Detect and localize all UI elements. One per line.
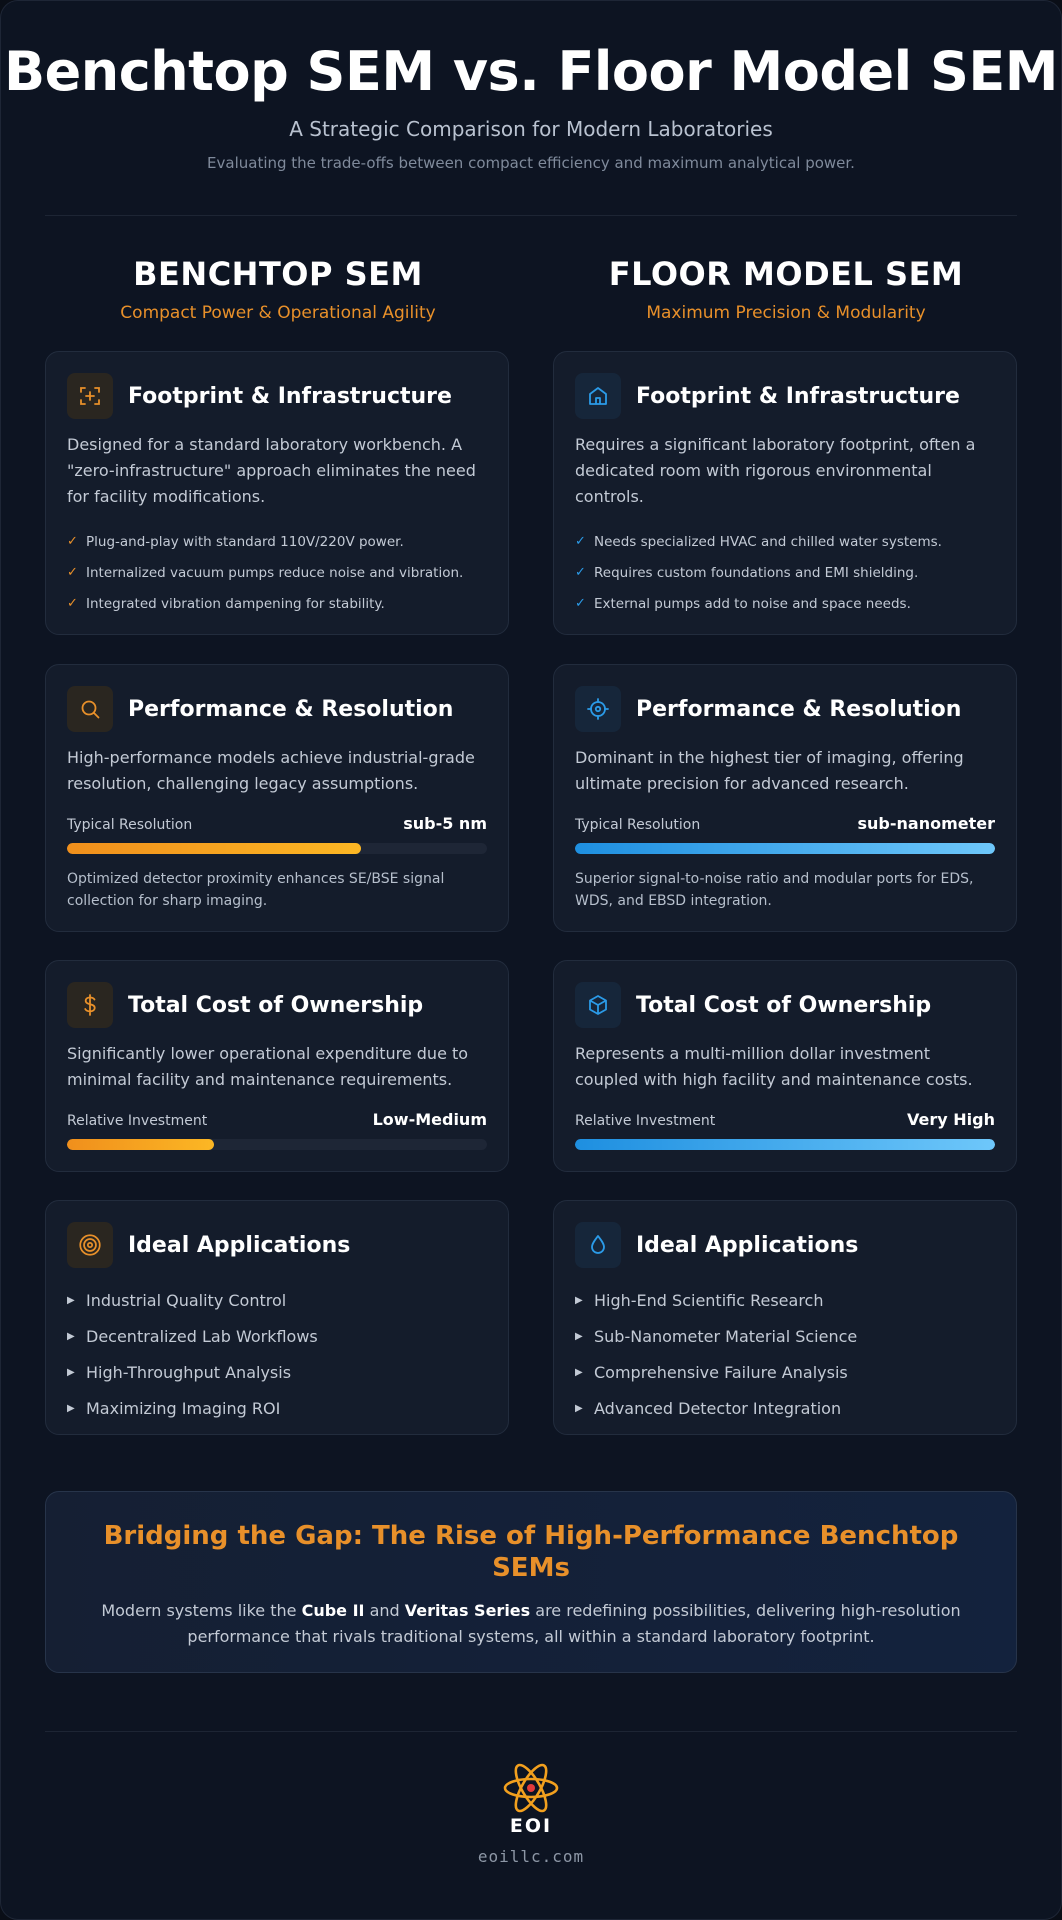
check-icon: ✓ [67,534,78,549]
list-item: ✓ Internalized vacuum pumps reduce noise and vibration. [67,564,464,581]
page-title: Benchtop SEM vs. Floor Model SEM [4,40,1058,103]
card-title: Total Cost of Ownership [128,992,424,1018]
list-item: ✓ Integrated vibration dampening for stability. [67,595,385,612]
feature-list [575,526,995,619]
check-icon: ✓ [67,565,78,580]
investment-bar-fill [575,1139,995,1150]
floor-name: FLOOR MODEL SEM [608,255,964,293]
benchtop-cost-card [45,960,509,1172]
check-icon: ✓ [67,596,78,611]
resolution-bar-fill [67,843,361,854]
card-description: Designed for a standard laboratory workbench. A "zero-infrastructure" approach eliminates the need for facility modifications. [67,435,476,506]
metric-value: sub-5 nm [403,814,487,833]
card-title: Ideal Applications [636,1232,859,1258]
card-title: Footprint & Infrastructure [128,383,452,409]
metric-label: Relative Investment [67,1113,208,1129]
benchtop-name: BENCHTOP SEM [133,255,423,293]
home-icon [575,373,621,419]
investment-bar [575,1139,995,1150]
expand-frame-icon [67,373,113,419]
floor-cost-card [553,960,1017,1172]
list-item: ✓ Needs specialized HVAC and chilled water systems. [575,533,942,550]
card-description: Dominant in the highest tier of imaging, offering ultimate precision for advanced research. [575,748,964,793]
banner-title: Bridging the Gap: The Rise of High-Performance Benchtop SEMs [103,1521,959,1583]
benchtop-footprint-card [45,351,509,635]
applications-list [67,1282,487,1426]
bullet-icon: ▶ [67,1294,75,1306]
target-icon [67,1222,113,1268]
card-note: Optimized detector proximity enhances SE/BSE signal collection for sharp imaging. [67,871,445,909]
metric-value: Very High [907,1110,995,1129]
investment-bar [67,1139,487,1150]
bullet-icon: ▶ [575,1294,583,1306]
product-name: Cube II [301,1601,365,1620]
footer [1,1763,1061,1866]
investment-bar-fill [67,1139,214,1150]
page-subtitle: A Strategic Comparison for Modern Laboratories [289,117,773,141]
header-divider [45,215,1017,216]
bullet-icon: ▶ [575,1330,583,1342]
droplet-icon [575,1222,621,1268]
atom-icon [502,1763,560,1813]
benchtop-tagline: Compact Power & Operational Agility [120,303,436,323]
list-item: ▶ Decentralized Lab Workflows [67,1326,318,1346]
logo-text: EOI [509,1815,553,1837]
bullet-icon: ▶ [575,1366,583,1378]
list-item: ✓ Requires custom foundations and EMI shielding. [575,564,919,581]
list-item: ▶ High-End Scientific Research [575,1290,824,1310]
card-description: Requires a significant laboratory footprint, often a dedicated room with rigorous environmental controls. [575,435,976,506]
list-item: ▶ Industrial Quality Control [67,1290,287,1310]
floor-performance-card [553,664,1017,932]
cube-icon [575,982,621,1028]
card-description: Significantly lower operational expenditure due to minimal facility and maintenance requirements. [67,1044,469,1089]
list-item: ▶ Maximizing Imaging ROI [67,1398,281,1418]
metric-value: sub-nanometer [857,814,995,833]
resolution-bar-fill [575,843,995,854]
list-item: ✓ External pumps add to noise and space needs. [575,595,911,612]
resolution-bar [575,843,995,854]
crosshair-icon [575,686,621,732]
list-item: ▶ Comprehensive Failure Analysis [575,1362,848,1382]
bullet-icon: ▶ [67,1366,75,1378]
dollar-icon [67,982,113,1028]
floor-column-heading [553,255,1019,323]
card-title: Ideal Applications [128,1232,351,1258]
product-name: Veritas Series [404,1601,531,1620]
card-description: High-performance models achieve industrial-grade resolution, challenging legacy assumptions. [67,748,475,793]
list-item: ▶ High-Throughput Analysis [67,1362,292,1382]
list-item: ▶ Sub-Nanometer Material Science [575,1326,858,1346]
card-title: Performance & Resolution [128,696,454,722]
card-description: Represents a multi-million dollar investment coupled with high facility and maintenance costs. [575,1044,973,1089]
banner-text: Modern systems like the Cube II and Veritas Series are redefining possibilities, delivering high-resolution performance that rivals traditional systems, all within a standard laboratory footprint. [101,1601,961,1646]
applications-list [575,1282,995,1426]
bullet-icon: ▶ [575,1402,583,1414]
page-tagline: Evaluating the trade-offs between compact efficiency and maximum analytical power. [207,154,855,172]
metric-value: Low-Medium [372,1110,487,1129]
check-icon: ✓ [575,565,586,580]
card-title: Total Cost of Ownership [636,992,932,1018]
list-item: ▶ Advanced Detector Integration [575,1398,842,1418]
resolution-bar [67,843,487,854]
benchtop-performance-card [45,664,509,932]
bullet-icon: ▶ [67,1402,75,1414]
check-icon: ✓ [575,596,586,611]
search-icon [67,686,113,732]
summary-banner [45,1491,1017,1673]
benchtop-column-heading [45,255,511,323]
list-item: ✓ Plug-and-play with standard 110V/220V power. [67,533,404,550]
feature-list [67,526,487,619]
card-note: Superior signal-to-noise ratio and modular ports for EDS, WDS, and EBSD integration. [575,871,974,909]
metric-label: Typical Resolution [67,817,193,833]
header [1,1,1061,172]
floor-footprint-card [553,351,1017,635]
floor-applications-card [553,1200,1017,1435]
website-link[interactable]: eoillc.com [477,1847,585,1866]
floor-tagline: Maximum Precision & Modularity [646,303,926,323]
metric-label: Typical Resolution [575,817,701,833]
card-title: Performance & Resolution [636,696,962,722]
check-icon: ✓ [575,534,586,549]
metric-label: Relative Investment [575,1113,716,1129]
footer-divider [45,1731,1017,1732]
bullet-icon: ▶ [67,1330,75,1342]
card-title: Footprint & Infrastructure [636,383,960,409]
benchtop-applications-card [45,1200,509,1435]
